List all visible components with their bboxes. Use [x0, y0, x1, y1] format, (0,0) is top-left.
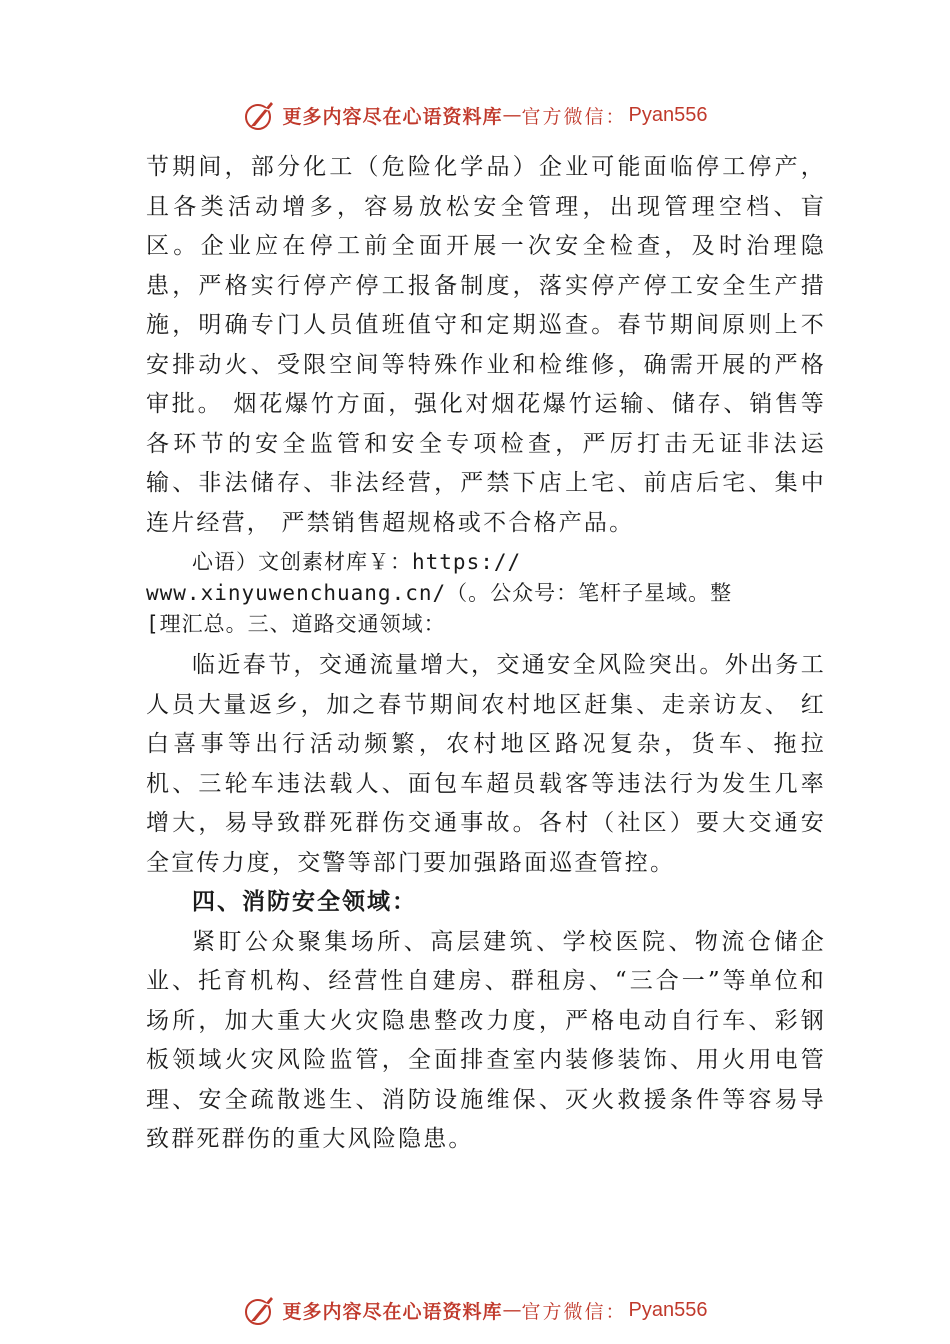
- footer-banner: [0, 1290, 950, 1330]
- source-note-line-1: 心语）文创素材库￥：https://: [192, 550, 522, 574]
- header-banner: [0, 95, 950, 135]
- banner-wechat-id: Pyan556: [628, 103, 708, 126]
- paragraph-chemicals-fireworks: 节期间，部分化工（危险化学品）企业可能面临停工停产，且各类活动增多，容易放松安全管理，出现管理空档、盲区。企业应在停工前全面开展一次安全检查，及时治理隐患，严格实行停产停工报备制度，落实停产停工安全生产措施，明确专门人员值班值守和定期巡查。春节期间原则上不安排动火、受限空间等特殊作业和检维修，确需开展的严格审批。 烟花爆竹方面，强化对烟花爆竹运输、储存、销售等各环节的安全监管和安全专项检查，严厉打击无证非法运输、非法储存、非法经营，严禁下店上宅、前店后宅、集中连片经营， 严禁销售超规格或不合格产品。: [146, 154, 826, 536]
- document-body: [146, 148, 826, 1160]
- source-note-line-2: www.xinyuwenchuang.cn/（。公众号：笔杆子星域。整: [146, 581, 733, 605]
- paragraph-fire-safety: 紧盯公众聚集场所、高层建筑、学校医院、物流仓储企业、托育机构、经营性自建房、群租房、“三合一”等单位和场所，加大重大火灾隐患整改力度，严格电动自行车、彩钢板领域火灾风险监管，全面排查室内装修装饰、用火用电管理、安全疏散逃生、消防设施维保、灭火救援条件等容易导致群死群伤的重大风险隐患。: [146, 928, 826, 1152]
- banner-wechat-id: Pyan556: [628, 1298, 708, 1321]
- source-note-block: [146, 547, 826, 640]
- banner-official-label: 官方微信：: [521, 105, 627, 128]
- banner-dash: —: [502, 104, 522, 126]
- section-heading-fire-safety: 四、消防安全领域：: [192, 889, 417, 915]
- feather-pen-logo-icon: [243, 1293, 277, 1327]
- feather-pen-logo-icon: [243, 98, 277, 132]
- paragraph-road-traffic: 临近春节，交通流量增大，交通安全风险突出。外出务工人员大量返乡，加之春节期间农村地区赶集、走亲访友、 红白喜事等出行活动频繁，农村地区路况复杂，货车、拖拉机、三轮车违法载人、面包车超员载客等违法行为发生几率增大，易导致群死群伤交通事故。各村（社区）要大交通安全宣传力度，交警等部门要加强路面巡查管控。: [146, 652, 826, 876]
- banner-official-label: 官方微信：: [521, 1300, 627, 1323]
- source-note-line-3: [理汇总。三、道路交通领域：: [146, 612, 446, 636]
- banner-main-text: 更多内容尽在心语资料库: [282, 105, 503, 128]
- banner-main-text: 更多内容尽在心语资料库: [282, 1300, 503, 1323]
- banner-dash: —: [502, 1299, 522, 1321]
